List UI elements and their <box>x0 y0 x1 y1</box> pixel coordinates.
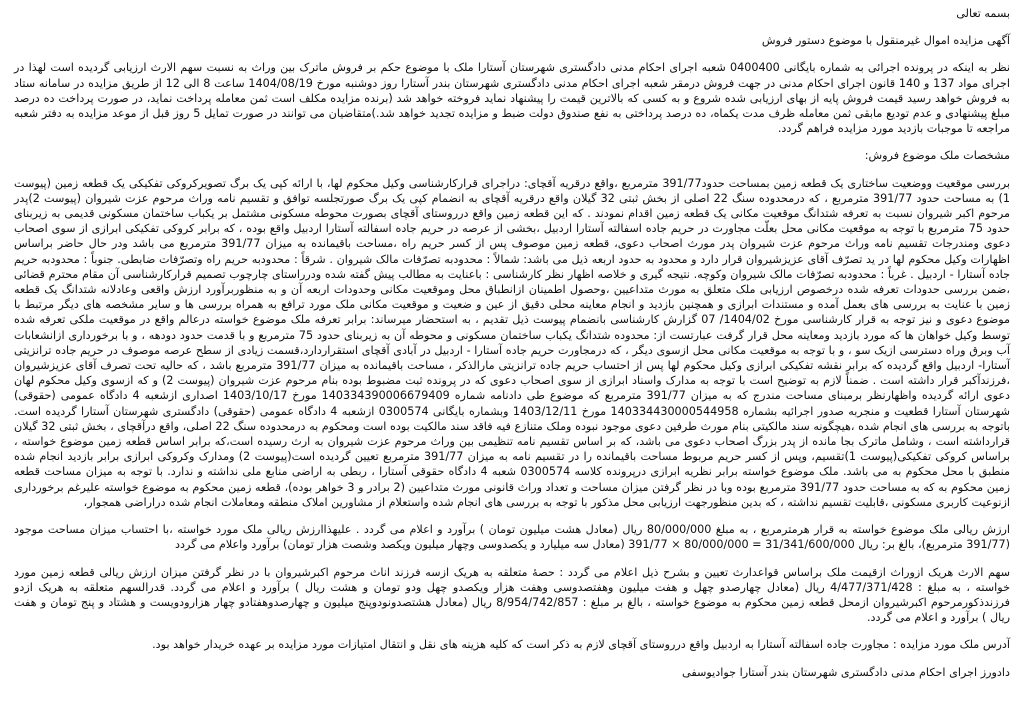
basmala: بسمه تعالی <box>956 7 1010 20</box>
spacer <box>14 48 1010 60</box>
spacer <box>14 625 1010 637</box>
spacer <box>14 653 1010 665</box>
shares-paragraph: سهم الارث هریک ازوراث ازقیمت ملک براساس قواعدارث تعیین و بشرح ذیل اعلام می گردد : حصهٔ متعلقه به هریک ازسه فرزند اناث مرحوم اکبرشیروان با در نظر گرفتن میزان ارزش ریالی قطعه زمین مورد خواسته ، به مبلغ : 4/477/371/428 ریال (معادل چهارصدو چهل و هفت میلیون وهفتصدوسی وهفت هزار ویکصدو چهل ودو تومان و هشت ریال ) برآورد و اعلام می گردد. قدرالسهم متعلقه به هریک ازدو فرزندذکورمرحوم اکبرشیروان ازمحل قطعه زمین محکوم به موضوع خواسته ، بالغ بر مبلغ : 8/954/742/857 ریال (معادل هشتصدونودوپنج میلیون و چهارصدوهفتادو چهار هزارودویست و هشتاد و پنج تومان و هفت ریال ) برآورد و اعلام می گردد. <box>14 565 1011 625</box>
spacer <box>14 553 1010 565</box>
specs-heading: مشخصات ملک موضوع فروش: <box>864 149 1010 163</box>
spacer <box>14 136 1010 148</box>
spacer <box>14 510 1010 522</box>
signature: دادورز اجرای احکام مدنی دادگستری شهرستان بندر آستارا جوادیوسفی <box>682 665 1010 679</box>
address-paragraph: آدرس ملک مورد مزایده : مجاورت جاده اسفالته آستارا به اردبیل واقع درروستای آقچای لازم به ذکر است که کلیه هزینه های نقل و انتقال امتیازات مورد مزایده بر عهده خریدار خواهد بود. <box>152 638 1010 652</box>
valuation-paragraph: ارزش ریالی ملک موضوع خواسته به قرار هرمترمربع ، به مبلغ 80/000/000 ریال (معادل هشت میلیون تومان ) برآورد و اعلام می گردد . علیهذاارزش ریالی ملک مورد خواسته ،با احتساب میزان مساحت موجود (391/77 مترمربع)، بالغ بر: ریال 31/341/600/000 = 80/000/000 × 391/77 (معادل سه میلیارد و یکصدوسی وچهار میلیون ویکصد وشصت هزار تومان) برآورد واعلام می گردد <box>14 523 1010 552</box>
spacer <box>14 21 1010 33</box>
description-paragraph: بررسی موقعیت ووضعیت ساختاری یک قطعه زمین بمساحت حدود391/77 مترمربع ،واقع درقریه آقچای: دراجرای قرارکارشناسی وکیل محکوم لها، با ارائه کپی یک برگ تصویرکروکی تفکیکی یک قطعه زمین (پیوست 1) به مساحت حدود 391/77 مترمربع ، که درمحدوده سنگ 22 اصلی از بخش ثبتی 32 گیلان واقع درقریه آقچای به انضمام کپی یک برگ صورتجلسه توافق و تقسیم نامه وراث مرحوم عزت شیروان (پیوست 2)پدر مرحوم اکبر شیروان نسبت به تعرفه شتدانگ موقعیت مکانی یک قطعه زمین اقدام نمودند . که این قطعه زمین واقع درروستای آقچای بصورت محوطه مسکونی مشتمل بر یکباب ساختمان مسکونی قدیمی به زیربنای حدود 75 مترمربع با توجه به موقعیت مکانی محل بعلّت مجاورت در حریم جاده اسفالته آستارا اردبیل ،بخشی از عرصه در حریم جاده اسفالته آستارا اردبیل واقع بوده ، که برابر کروکی تفکیکی ابرازی از سوی اصحاب دعوی ومندرجات تقسیم نامه وراث مرحوم عزت شیروان پدر مورث اصحاب دعوی، قطعه زمین موصوف پس از کسر حریم راه ،مساحت باقیمانده به میزان 391/77 مترمربع می باشد ودر حال حاضر براساس اظهارات وکیل محکوم لها در ید تصرّف آقای عزیزشیروان قرار دارد و محدود به حدود اربعه ذیل می باشد: شمالاً : محدودبه تصرّفات مالک شیروان . شرقاً : محدودبه حریم راه وتصرّفات ضابطی. جنوباً : محدودبه حریم جاده آستارا - اردبیل . غرباً : محدودبه تصرّفات مالک شیروان وکوچه. نتیجه گیری و خلاصه اظهار نظر کارشناسی : باعنایت به مطالب پیش گفته شده ودرراستای چارچوب تصمیم قرارکارشناسی آن مقام محترم قضائی ،ضمن بررسی حدودات تعرفه شده درخصوص ارزیابی ملک متعلق به مورث متداعیین ،وحصول اطمینان ازانطباق محل وموقعیت مکانی وحدودات اربعه آن و به منظوربرآورد ارزش واقعی وعادلانه شتدانگ یک قطعه زمین با عنایت به بررسی های بعمل آمده و مستندات ابرازی و همچنین بازدید و انجام معاینه محلی دقیق از عین و ضعیت و موقعیت مکانی ملک مورد ترافع به همراه بررسی ها و سایر مشخصه های دیگر مرتبط با موضوع دعوی و نیز توجه به قرار کارشناسی مورخ 1404/02/ 07 گزارش کارشناسی بانضمام پیوست ذیل تقدیم ، به استحضار میرساند: برابر تعرفه ملک موضوع خواسته درعالم واقع در موقعیت ملکی تعرفه شده توسط وکیل خواهان ها که مورد بازدید ومعاینه محل قرار گرفت عبارتست از: محدوده شتدانگ یکباب ساختمان مسکونی و محوطه آن به زیربنای حدود 75 مترمربع و با قدمت حدود دودهه ، و با برخورداری ازانشعابات آب وبرق وراه دسترسی ازیک سو ، و با توجه به موقعیت مکانی محل ازسوی دیگر ، که درمجاورت حریم جاده آستارا - اردبیل در آبادی آقچای استقراردارد،قسمت زیادی از سطح عرصه موصوف در حریم جاده ترانزیتی آستارا- اردبیل واقع گردیده که برابر نقشه تفکیکی ابرازی وکیل محکوم لها پس از احتساب حریم جاده ترانزیتی مارالذکر ، مساحت باقیمانده به میزان 391/77 مترمربع باشد ، که حالیه تحت تصرف آقای عزیزشیروان ،فرزندآکبر قرار داشته است . ضمناً لازم به توضیح است با توجه به مدارک واسناد ابرازی از سوی اصحاب دعوی که در پرونده ثبت مضبوط بوده بنام مرحوم عزت شیروان (پیوست 2) و که ازسوی وکیل محکوم لهان دعوی ارائه گردیده واظهارنظر برمبنای مساحت مندرج که به میزان 391/77 مترمربع که موضوع طی دادنامه شماره 140334390006679409 مورخ 1403/10/17 اصداری ازشعبه 4 دادگاه عمومی (حقوقی) شهرستان آستارا قطعیت و منجربه صدور اجرائیه بشماره 140334430000544958 مورخ 1403/12/11 وبشماره بایگانی 0300574 ازشعبه 4 دادگاه عمومی (حقوقی) دادگستری شهرستان آستارا گردیده است. باتوجه به بررسی های انجام شده ،هیچگونه سند مالکیتی بنام مورث طرفین دعوی موجود نبوده وملک متنازع فیه فاقد سند مالکیت بوده است ومحکوم به درمحدوده سنگ 22 اصلی، واقع درآقچای ، بخش ثبتی 32 گیلان قرارداشته است ، وشامل ماترک بجا مانده از پدر بزرگ اصحاب دعوی می باشد، که بر اساس تقسیم نامه تنظیمی بین وراث مرحوم عزت شیروان به ارث رسیده است،که برابر اساس قطعه زمین موضوع خواسته ، براساس کروکی تفکیکی(پیوست 1)تقسیم، وپس از کسر حریم مربوط مساحت باقیمانده را در تقسیم نامه به میزان 391/77 مترمربع تعیین گردیده است(پیوست 2) ومدارک وکروکی ابرازی برابر بازدید انجام شده منطبق با محل محکوم به می باشد. ملک موضوع خواسته برابر نظریه ابرازی درپرونده کلاسه 0300574 شعبه 4 دادگاه حقوقی آستارا ، ربطی به اراضی منابع ملی نداشته و ندارد. با توجه به میزان مساحت قطعه زمین محکوم به که به مساحت حدود 391/77 مترمربع بوده وبا در نظر گرفتن میزان مساحت و تعداد وراث قانونی مورث متداعیین (2 برادر و 3 خواهر بوده)، قطعه زمین محکوم به موضوع خواسته علیرغم برخورداری ازنوعیت کاربری مسکونی ،قابلیت تقسیم نداشته ، که بدین منظورجهت ارزیابی محل مذکور با توجه به بررسی های انجام شده واستعلام از مشاورین املاک منطقه ومعاملات انجام شده دراراضی همجوار، <box>14 176 1011 509</box>
document-title: آگهی مزایده اموال غیرمنقول با موضوع دستور فروش <box>761 34 1010 48</box>
spacer <box>14 164 1010 176</box>
intro-paragraph: نظر به اینکه در پرونده اجرائی به شماره بایگانی 0400400 شعبه اجرای احکام مدنی دادگستری شهرستان آستارا ملک با موضوع حکم بر فروش ماترک بین وراث به نسبت سهم الارث ارزیابی گردیده است لهذا در اجرای مواد 137 و 140 قانون اجرای احکام مدنی در جهت فروش درمقر شعبه اجرای احکام مدنی دادگستری شهرستان بندر آستارا روز دوشنبه مورخ 1404/08/19 ساعت 8 الی 12 از طریق مزایده در سامانه ستاد به فروش خواهد رسید قیمت فروش پایه از بهای ارزیابی شده شروع و به کسی که بالاترین قیمت را پیشنهاد نماید فروخته خواهد شد (برنده مزایده مکلف است ثمن معامله پرداخت نماید، در صورت پرداخت ده درصد مبلغ پیشنهادی و عدم تودیع مابقی ثمن معامله ظرف مدت یکماه، ده درصد پرداختی به نفع صندوق دولت ضبط و مزایده تجدید خواهد شد.)متقاضیان می توانند در صورت تمایل 5 روز قبل از موعد مزایده به دفتر شعبه مراجعه تا موجبات بازدید مورد مزایده فراهم گردد. <box>14 61 1011 136</box>
